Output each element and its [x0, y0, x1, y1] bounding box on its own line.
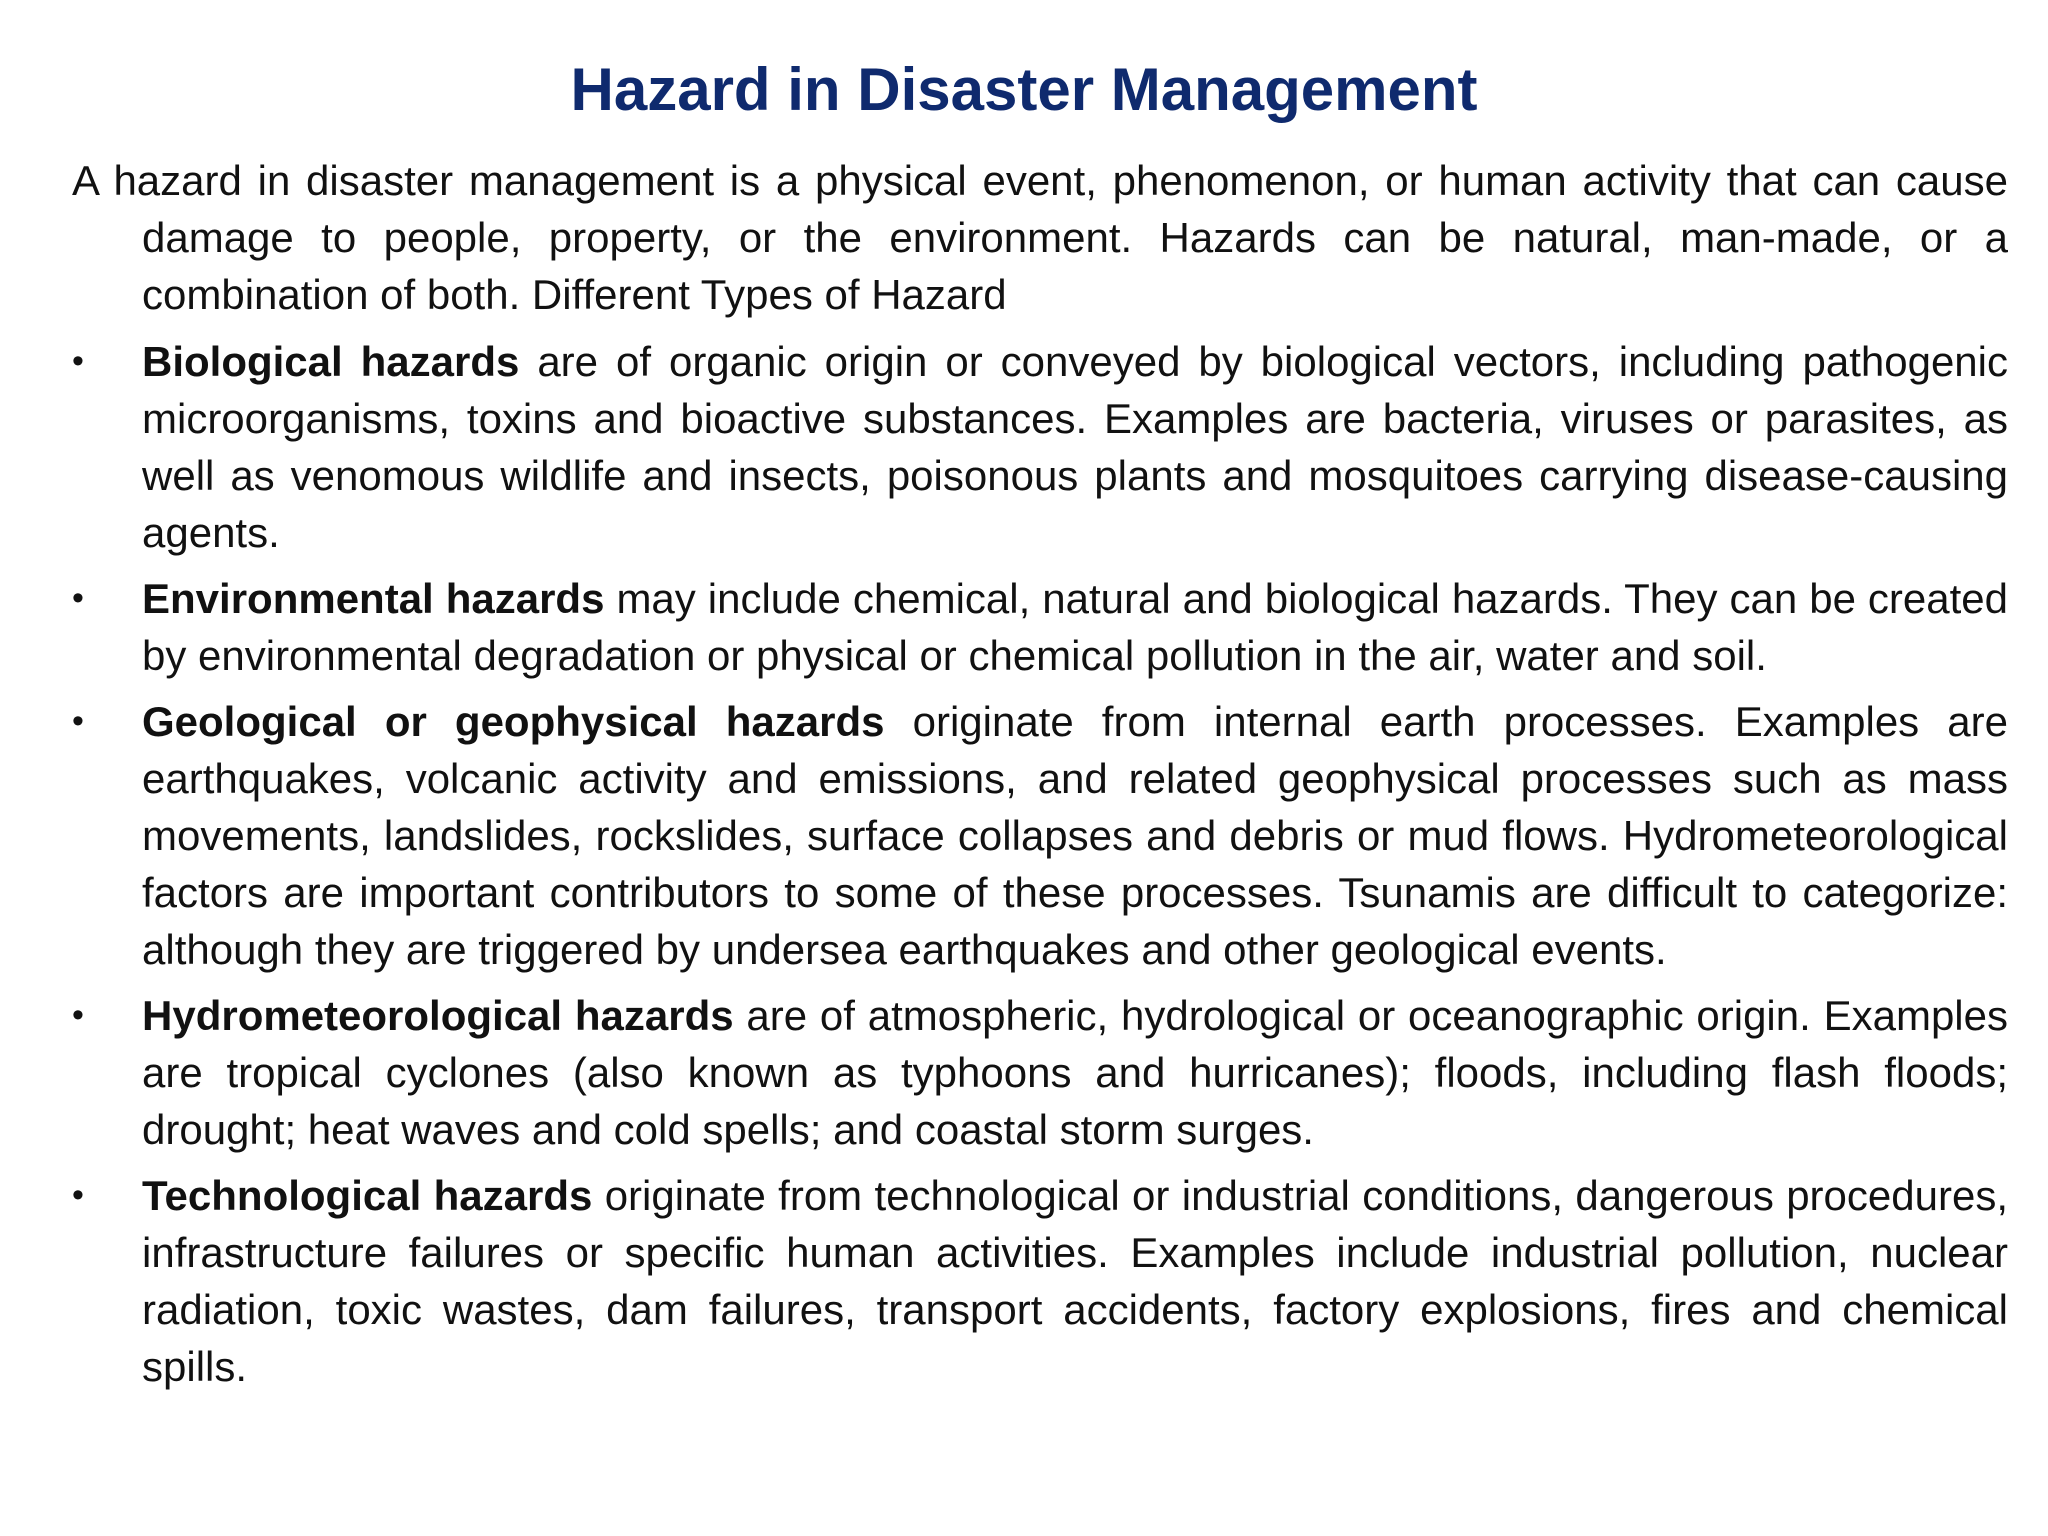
bullet-icon: • — [72, 1176, 84, 1214]
intro-paragraph: A hazard in disaster management is a physical event, phenomenon, or human activity that can cause damage to people, property, or the environment. Hazards can be natural, man-made, or a combination of both. Different Types of Hazard — [72, 157, 2008, 318]
hazard-term: Technological hazards — [142, 1172, 593, 1219]
hazard-description: originate from technological or industrial conditions, dangerous procedures, infrastructure failures or specific human activities. Examples include industrial pollution, nuclear radiation, toxic wastes, dam failures, transport accidents, factory explosions, fires and chemical spills. — [142, 1172, 2008, 1390]
hazard-description: originate from internal earth processes. Examples are earthquakes, volcanic activity and emissions, and related geophysical processes such as mass movements, landslides, rockslides, surface collapses and debris or mud flows. Hydrometeorological factors are important contributors to some of these processes. Tsunamis are difficult to categorize: although they are triggered by undersea earthquakes and other geological events. — [142, 698, 2008, 973]
hazard-term: Biological hazards — [142, 338, 520, 385]
list-item-geological — [72, 693, 2008, 978]
bullet-icon: • — [72, 342, 84, 380]
hazard-description: are of organic origin or conveyed by biological vectors, including pathogenic microorganisms, toxins and bioactive substances. Examples are bacteria, viruses or parasites, as well as venomous wildlife and insects, poisonous plants and mosquitoes carrying disease-causing agents. — [142, 338, 2008, 556]
hazard-term: Geological or geophysical hazards — [142, 698, 885, 745]
list-item-hydrometeorological — [72, 987, 2008, 1158]
list-item-biological — [72, 333, 2008, 561]
page-title: Hazard in Disaster Management — [570, 56, 1478, 123]
bullet-icon: • — [72, 579, 84, 617]
hazard-term: Hydrometeorological hazards — [142, 992, 734, 1039]
bullet-icon: • — [72, 996, 84, 1034]
list-item-technological — [72, 1167, 2008, 1395]
bullet-icon: • — [72, 702, 84, 740]
hazard-list — [72, 333, 2008, 1395]
list-item-environmental — [72, 570, 2008, 684]
hazard-description: may include chemical, natural and biological hazards. They can be created by environmental degradation or physical or chemical pollution in the air, water and soil. — [142, 575, 2009, 679]
slide-body — [72, 152, 2008, 1404]
hazard-description: are of atmospheric, hydrological or oceanographic origin. Examples are tropical cyclones (also known as typhoons and hurricanes); floods, including flash floods; drought; heat waves and cold spells; and coastal storm surges. — [142, 992, 2008, 1153]
hazard-term: Environmental hazards — [142, 575, 605, 622]
